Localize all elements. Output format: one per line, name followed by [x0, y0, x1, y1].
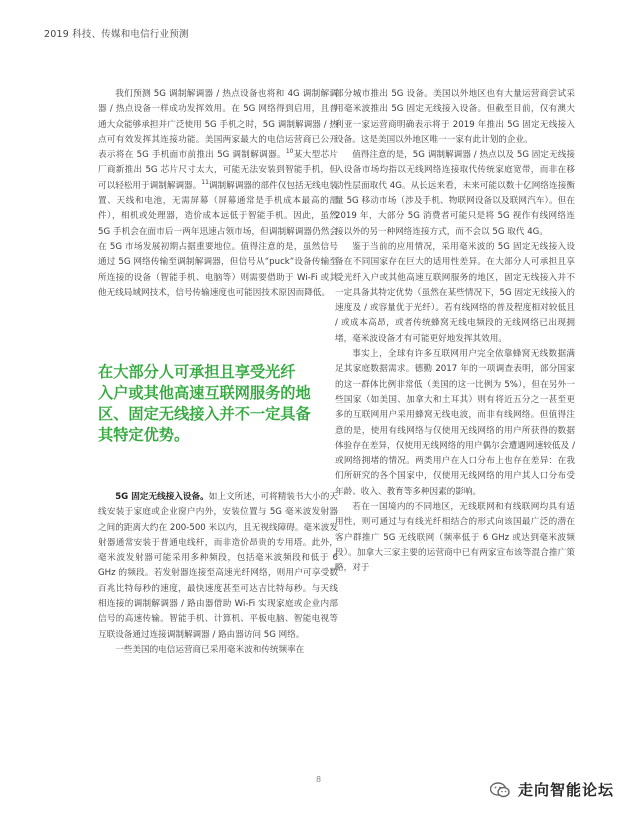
pull-quote-line: 区、固定无线接入并不一定具备 [98, 405, 311, 423]
right-column [335, 87, 575, 577]
paragraph: 5G 固定无线接入设备。如上文所述，可将精装书大小的天线安装于家庭或企业窗户内外，安装位置与 5G 毫米波发射器之间的距离大约在 200-500 米以内，且无视线障碍。毫米波发射器通常安装于普通电线杆，而非造价昂贵的专用塔。此外，毫米波发射器可能采用多种频段，包括毫米波频段和低于 6 GHz 的频段。若发射器连接至高速光纤网络，则用户可享受数百兆比特每秒的速度，最快速度甚至可达吉比特每秒。与天线相连接的调制解调器 / 路由器借助 Wi-Fi 实现家庭或企业内部信号的高速传输。智能手机、计算机、平板电脑、智能电视等互联设备通过连接调制解调器 / 路由器访问 5G 网络。 [98, 492, 338, 640]
footnote-marker: 10 [285, 148, 294, 156]
watermark-text: 走向智能论坛 [517, 781, 614, 799]
left-column-top [98, 87, 338, 301]
paragraph: 部分城市推出 5G 设备。美国以外地区也有大量运营商尝试采用毫米波推出 5G 固定无线接入设备。但截至目前，仅有澳大利亚一家运营商明确表示将于 2019 年推出 5G 固定无线接入设备。这是美国以外地区唯一一家有此计划的企业。 [335, 89, 575, 145]
paragraph: 一些美国的电信运营商已采用毫米波和传统频率在 [115, 644, 305, 655]
wechat-icon [490, 782, 510, 798]
paragraph: 值得注意的是，5G 调制解调器 / 热点以及 5G 固定无线接入设备市场均指以无线网络连接取代传统家庭宽带，而非在移动性层面取代 4G。从长远来看，未来可能以数十亿网络连接衡量 5G 移动市场（涉及手机、物联网设备以及联网汽车）。但在 2019 年，大部分 5G 消费者可能只是将 5G 视作有线网络连接以外的另一种网络连接方式，而不会以 5G 取代 4G。 [335, 150, 575, 237]
paragraph: 我们预测 5G 调制解调器 / 热点设备也将和 4G 调制解调器 / 热点设备一样成功发挥效用。在 5G 网络得到启用，且普通大众能够承担并广泛使用 5G 手机之时，5G 调制解调器 / 热点可有效发挥其连接功能。美国两家最大的电信运营商已公开表示将在 5G 手机面市前推出 5G 调制解调器。$^{10}$某大型芯片厂商新推出 5G 芯片尺寸太大，可能无法安装到智能手机，但可以轻松用于调制解调器。$^{11}$调制解调器的部件仅包括无线电装置、天线和电池，无需屏幕（屏幕通常是手机成本最高的部件），相机或处理器，造价成本远低于智能手机。因此，虽然 5G 手机会在面市后一两年迅速占领市场，但调制解调器仍然会在 5G 市场发展初期占据重要地位。值得注意的是，虽然信号通过 5G 网络传输至调制解调器，但信号从“puck”设备传输至所连接的设备（智能手机、电脑等）则需要借助于 Wi-Fi 或其他无线局域网技术，信号传输速度也可能因技术原因而降低。 [98, 89, 338, 298]
pull-quote-line: 其特定优势。 [98, 426, 190, 444]
paragraph: 事实上，全球有许多互联网用户完全依靠蜂窝无线数据满足其家庭数据需求。德勤 2017 年的一项调查表明，部分国家的这一群体比例非常低（美国的这一比例为 5%），但在另外一些国家（如美国、加拿大和土耳其）则有将近五分之一甚至更多的互联网用户采用蜂窝无线电波，而非有线网络。但值得注意的是，使用有线网络与仅使用无线网络的用户所获得的数据体验存在差异，仅使用无线网络的用户偶尔会遭遇网速较低及 / 或网络拥堵的情况。两类用户在人口分布上也存在差异：在我们所研究的各个国家中，仅使用无线网络的用户其人口分布受年龄、收入、教育等多种因素的影响。 [335, 349, 575, 497]
pull-quote-line: 在大部分人可承担且享受光纤 [98, 363, 296, 381]
footnote-marker: 11 [201, 178, 209, 186]
left-column-bottom [98, 490, 338, 658]
page-number: 8 [316, 775, 322, 784]
page-header [44, 26, 189, 40]
section-lead: 5G 固定无线接入设备。 [115, 492, 209, 502]
pull-quote-line: 入户或其他高速互联网服务的地 [98, 384, 311, 402]
pull-quote [98, 362, 346, 446]
paragraph: 若在一国境内的不同地区，无线联网和有线联网均具有适用性，则可通过与有线光纤相结合的形式向该国最广泛的潜在客户群推广 5G 无线联网（频率低于 6 GHz 或达到毫米波频段）。加拿大三家主要的运营商中已有两家宣布该等混合推广策略，对于 [335, 502, 575, 574]
header-title: 2019 科技、传媒和电信行业预测 [44, 29, 189, 40]
watermark [490, 779, 614, 800]
paragraph: 鉴于当前的应用情况，采用毫米波的 5G 固定无线接入设备在不同国家存在巨大的适用性差异。在大部分人可承担且享受光纤入户或其他高速互联网服务的地区，固定无线接入并不一定具备其特定优势（虽然在某些情况下，5G 固定无线接入的速度及 / 或容量优于光纤）。若有线网络的普及程度相对较低且 / 或成本高昂，或者传统蜂窝无线电频段的无线网络已出现拥堵，毫米波设备才有可能更好地发挥其效用。 [335, 241, 575, 344]
